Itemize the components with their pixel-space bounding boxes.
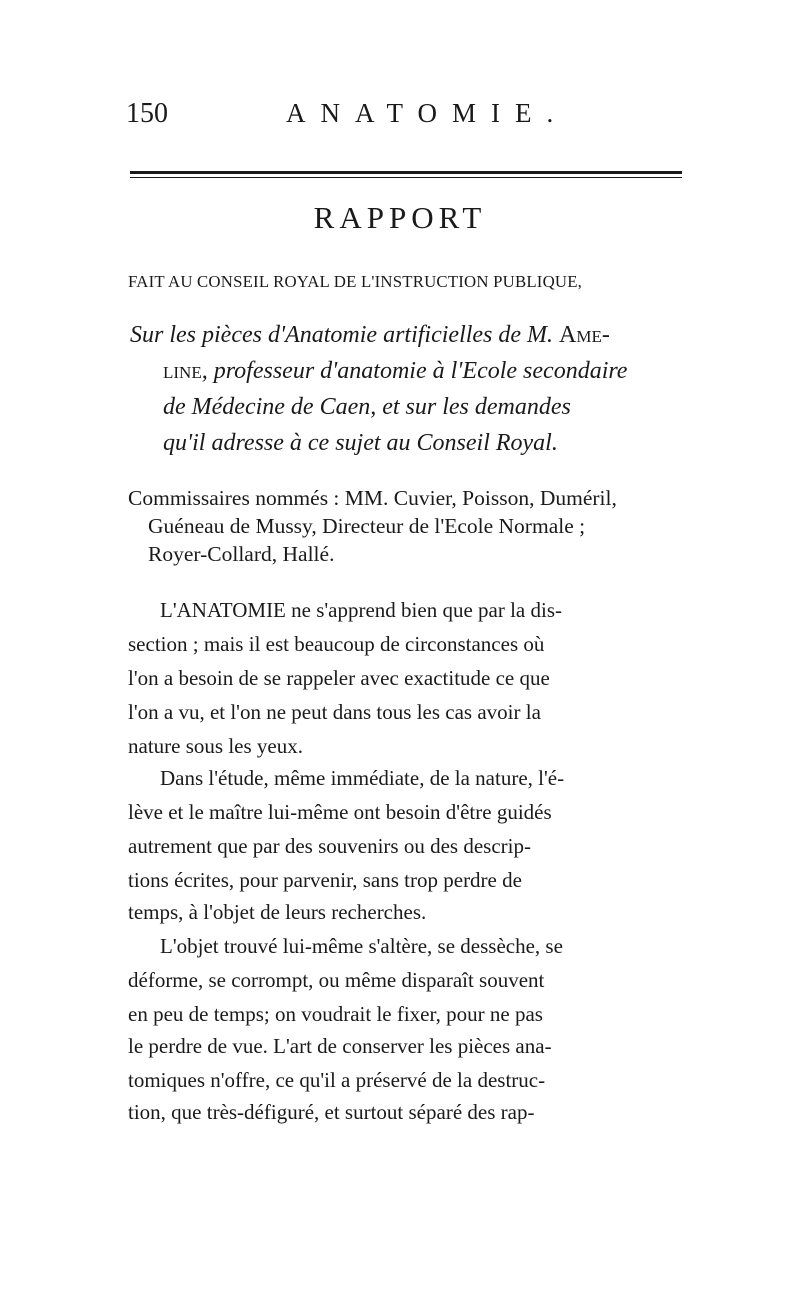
intro-line-3: de Médecine de Caen, et sur les demandes <box>163 394 571 420</box>
header-rule-thick <box>130 171 682 174</box>
commissioners-line-3: Royer-Collard, Hallé. <box>148 542 335 566</box>
commissioners-line-1: Commissaires nommés : MM. Cuvier, Poisson, Duméril, <box>128 486 617 510</box>
body-line-13: en peu de temps; on voudrait le fixer, pour ne pas <box>128 1002 543 1026</box>
author-name-part-2: line <box>163 358 202 384</box>
report-title: RAPPORT <box>313 200 487 235</box>
body-line-7: lève et le maître lui-même ont besoin d'être guidés <box>128 800 552 824</box>
body-line-10: temps, à l'objet de leurs recherches. <box>128 900 427 924</box>
intro-line-1 <box>130 322 610 349</box>
body-line-12: déforme, se corrompt, ou même disparaît souvent <box>128 968 545 992</box>
body-line-8: autrement que par des souvenirs ou des descrip- <box>128 834 531 858</box>
body-line-14: le perdre de vue. L'art de conserver les pièces ana- <box>128 1034 552 1058</box>
body-line-5: nature sous les yeux. <box>128 734 303 758</box>
intro-line-2-text: , professeur d'anatomie à l'Ecole secondaire <box>201 358 628 384</box>
body-line-2: section ; mais il est beaucoup de circonstances où <box>128 632 545 656</box>
body-line-15: tomiques n'offre, ce qu'il a préservé de la destruc- <box>128 1068 546 1092</box>
intro-line-2 <box>163 358 627 385</box>
body-line-3: l'on a besoin de se rappeler avec exactitude ce que <box>128 666 550 690</box>
author-name-part-1: Ame- <box>559 322 610 348</box>
page-number: 150 <box>126 98 168 129</box>
running-head <box>124 98 680 138</box>
commissioners-line-2: Guéneau de Mussy, Directeur de l'Ecole Normale ; <box>148 514 586 538</box>
running-title: ANATOMIE. <box>286 98 569 128</box>
intro-line-1-text: Sur les pièces d'Anatomie artificielles de M. <box>130 322 560 348</box>
body-line-6: Dans l'étude, même immédiate, de la nature, l'é- <box>160 766 565 790</box>
body-line-16: tion, que très-défiguré, et surtout séparé des rap- <box>128 1100 535 1124</box>
header-rule-thin <box>130 177 682 178</box>
body-line-9: tions écrites, pour parvenir, sans trop perdre de <box>128 868 522 892</box>
intro-line-4: qu'il adresse à ce sujet au Conseil Royal. <box>163 430 558 456</box>
report-subtitle: FAIT AU CONSEIL ROYAL DE L'INSTRUCTION PUBLIQUE, <box>128 272 583 291</box>
body-line-1: L'ANATOMIE ne s'apprend bien que par la dis- <box>160 598 562 622</box>
body-line-11: L'objet trouvé lui-même s'altère, se dessèche, se <box>160 934 563 958</box>
body-line-4: l'on a vu, et l'on ne peut dans tous les cas avoir la <box>128 700 541 724</box>
